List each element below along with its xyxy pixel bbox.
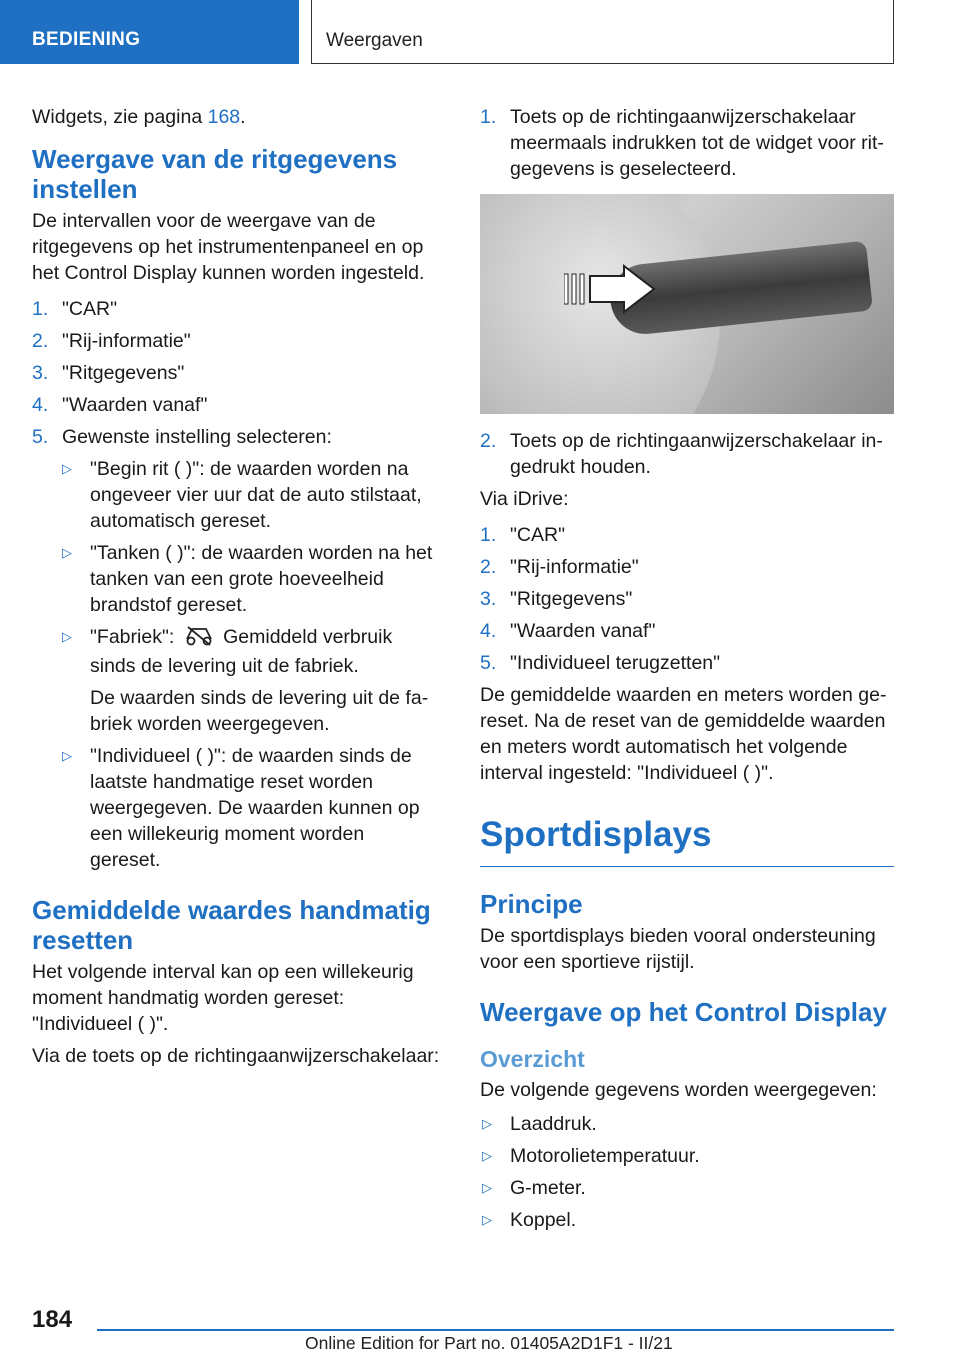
triangle-bullet-icon: ▷ (482, 1148, 492, 1163)
fabriek-note: De waarden sinds de levering uit de fabriek worden weergegeven. (90, 687, 429, 735)
list-item: 1. Toets op de richtingaanwijzerschakelaar meermaals indrukken tot de widget voor ritgegevens is geselecteerd. (480, 106, 884, 180)
widgets-reference: Widgets, zie pagina 168. (32, 106, 246, 128)
right-column (480, 104, 894, 1239)
steps-list (32, 296, 440, 450)
header-chapter-title: Weergaven (326, 30, 423, 51)
paragraph-via-toets: Via de toets op de richtingaanwijzerschakelaar: (32, 1045, 440, 1067)
paragraph-overzicht: De volgende gegevens worden weergegeven: (480, 1079, 877, 1101)
press-arrow-icon (564, 264, 684, 314)
list-item: 5. "Individueel terugzetten" (480, 652, 721, 674)
list-item: ▷ Motorolietemperatuur. (482, 1145, 700, 1167)
turn-signal-lever-image (480, 194, 894, 414)
header-section-title: BEDIENING (32, 29, 141, 50)
options-list (32, 456, 440, 679)
paragraph-principe: De sportdisplays bieden vooral ondersteuning voor een sportieve rijstijl. (480, 925, 876, 973)
triangle-bullet-icon: ▷ (482, 1116, 492, 1131)
left-column (32, 104, 440, 1075)
header-section-tab (0, 0, 299, 64)
header-chapter-box (311, 0, 894, 64)
options-list-2 (32, 743, 440, 873)
list-item: 3. "Ritgegevens" (32, 362, 185, 384)
heading-overzicht: Overzicht (480, 1046, 585, 1072)
list-item: 2. "Rij-informatie" (480, 556, 639, 578)
triangle-bullet-icon: ▷ (62, 748, 72, 763)
list-item: ▷ Koppel. (482, 1209, 577, 1231)
heading-sportdisplays: Sportdisplays (480, 814, 894, 867)
heading-control-display: Weergave op het Control Display (480, 997, 887, 1027)
page-link-168[interactable]: 168 (207, 106, 241, 128)
list-item: 1. "CAR" (32, 298, 118, 320)
list-item: ▷ Laaddruk. (482, 1113, 597, 1135)
footer-edition: Online Edition for Part no. 01405A2D1F1 - II/21 (305, 1333, 673, 1353)
paragraph-ritgegevens: De intervallen voor de weergave van de ritgegevens op het instrumentenpaneel en op het Control Display kunnen worden ingesteld. (32, 210, 425, 284)
triangle-bullet-icon: ▷ (62, 545, 72, 560)
list-item: 3. "Ritgegevens" (480, 588, 633, 610)
option-tanken: ▷ "Tanken ( )": de waarden worden na het tanken van een grote hoeveelheid brandstof gereset. (62, 542, 433, 616)
list-item: 4. "Waarden vanaf" (32, 394, 208, 416)
heading-principe: Principe (480, 889, 583, 919)
list-item: 1. "CAR" (480, 524, 566, 546)
option-individueel: ▷ "Individueel ( )": de waarden sinds de laatste handmatige reset worden weergegeven. De waarden kunnen op een willekeurig moment worden gereset. (62, 745, 420, 871)
option-fabriek: ▷ "Fabriek": Gemiddeld verbruik sinds de levering uit de fabriek. (62, 626, 393, 677)
triangle-bullet-icon: ▷ (62, 629, 72, 644)
page-number: 184 (32, 1306, 73, 1333)
option-begin-rit: ▷ "Begin rit ( )": de waarden worden na ongeveer vier uur dat de auto stilstaat, automatisch gereset. (62, 458, 422, 532)
idrive-steps (480, 522, 894, 676)
triangle-bullet-icon: ▷ (482, 1212, 492, 1227)
triangle-bullet-icon: ▷ (482, 1180, 492, 1195)
factory-consumption-icon (184, 626, 214, 653)
list-item: 2. "Rij-informatie" (32, 330, 191, 352)
footer-divider (97, 1329, 894, 1331)
toets-steps-1 (480, 104, 894, 182)
list-item: 2. Toets op de richtingaanwijzerschakelaar ingedrukt houden. (480, 430, 883, 478)
heading-reset: Gemiddelde waardes handmatig resetten (32, 895, 431, 955)
list-item: 4. "Waarden vanaf" (480, 620, 656, 642)
triangle-bullet-icon: ▷ (62, 461, 72, 476)
paragraph-after-reset: De gemiddelde waarden en meters worden gereset. Na de reset van de gemiddelde waarden en meters wordt automatisch het volgende interval ingesteld: "Individueel ( )". (480, 684, 887, 784)
paragraph-reset: Het volgende interval kan op een willekeurig moment handmatig worden gereset: "Individueel ( )". (32, 961, 414, 1035)
list-item: 5. Gewenste instelling selecteren: (32, 426, 332, 448)
via-idrive: Via iDrive: (480, 488, 569, 510)
heading-ritgegevens: Weergave van de ritgegevens instellen (32, 144, 398, 204)
list-item: ▷ G-meter. (482, 1177, 586, 1199)
toets-steps-2 (480, 428, 894, 480)
sport-items-list (480, 1111, 894, 1233)
